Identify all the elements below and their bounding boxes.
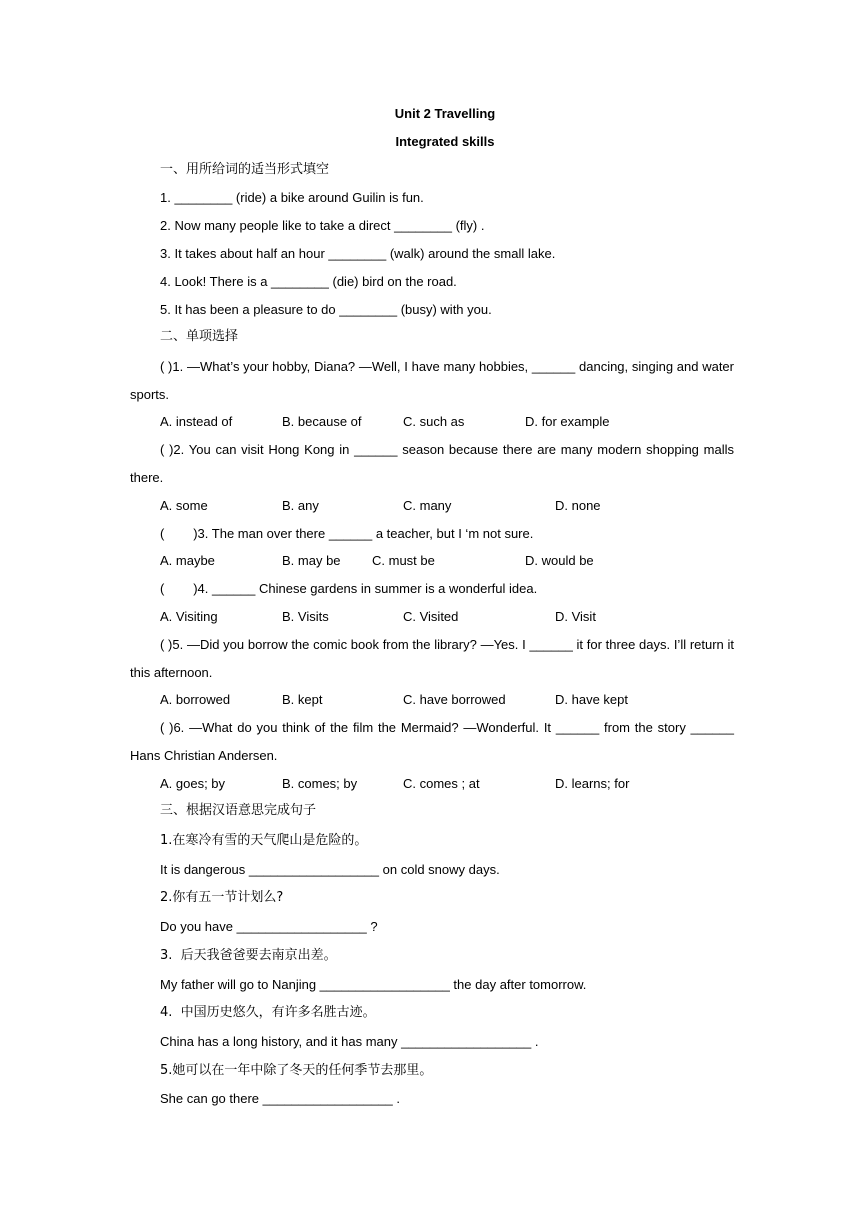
option-d: D. for example [525, 414, 610, 429]
option-c: C. Visited [403, 609, 459, 624]
option-b: B. any [282, 498, 319, 513]
english-sentence: Do you have __________________ ? [160, 919, 378, 934]
question-stem: ( )4. ______ Chinese gardens in summer is a wonderful idea. [160, 581, 538, 596]
fill-blank-item: 4. Look! There is a ________ (die) bird on the road. [160, 274, 457, 289]
section-heading: 三、根据汉语意思完成句子 [160, 803, 317, 818]
option-a: A. some [160, 498, 208, 513]
option-a: A. borrowed [160, 692, 231, 707]
option-a: A. instead of [160, 414, 233, 429]
option-c: C. many [403, 498, 452, 513]
option-b: B. may be [282, 553, 341, 568]
option-b: B. kept [282, 692, 323, 707]
option-a: A. Visiting [160, 609, 218, 624]
question-stem: ( )2. You can visit Hong Kong in ______ season because there are many modern shopping malls there. [130, 442, 734, 485]
page-subtitle: Integrated skills [395, 134, 495, 149]
option-c: C. comes ; at [403, 776, 480, 791]
option-b: B. Visits [282, 609, 329, 624]
option-c: C. such as [403, 414, 465, 429]
option-c: C. have borrowed [403, 692, 506, 707]
chinese-prompt: 1.在寒冷有雪的天气爬山是危险的。 [160, 833, 368, 848]
fill-blank-item: 2. Now many people like to take a direct ________ (fly) . [160, 218, 485, 233]
option-a: A. maybe [160, 553, 215, 568]
section-heading: 二、单项选择 [160, 329, 239, 344]
question-stem: ( )5. —Did you borrow the comic book from the library? —Yes. I ______ it for three days. I’ll return it this afternoon. [130, 637, 734, 680]
english-sentence: She can go there __________________ . [160, 1091, 400, 1106]
option-d: D. none [555, 498, 601, 513]
chinese-prompt: 5.她可以在一年中除了冬天的任何季节去那里。 [160, 1063, 433, 1078]
chinese-prompt: 3. 后天我爸爸要去南京出差。 [160, 948, 337, 963]
option-d: D. would be [525, 553, 594, 568]
option-d: D. learns; for [555, 776, 630, 791]
option-d: D. Visit [555, 609, 596, 624]
chinese-prompt: 4. 中国历史悠久，有许多名胜古迹。 [160, 1005, 376, 1020]
question-stem: ( )6. —What do you think of the film the Mermaid? —Wonderful. It ______ from the story ______ Hans Christian Andersen. [130, 720, 734, 763]
option-b: B. because of [282, 414, 362, 429]
fill-blank-item: 5. It has been a pleasure to do ________ (busy) with you. [160, 302, 492, 317]
english-sentence: My father will go to Nanjing __________________ the day after tomorrow. [160, 977, 587, 992]
chinese-prompt: 2.你有五一节计划么? [160, 890, 284, 905]
option-b: B. comes; by [282, 776, 358, 791]
english-sentence: China has a long history, and it has many __________________ . [160, 1034, 539, 1049]
option-a: A. goes; by [160, 776, 226, 791]
option-c: C. must be [372, 553, 435, 568]
page-title: Unit 2 Travelling [394, 106, 496, 121]
question-stem: ( )1. —What’s your hobby, Diana? —Well, I have many hobbies, ______ dancing, singing and water sports. [130, 359, 734, 402]
section-heading: 一、用所给词的适当形式填空 [160, 162, 330, 177]
fill-blank-item: 1. ________ (ride) a bike around Guilin is fun. [160, 190, 424, 205]
option-d: D. have kept [555, 692, 628, 707]
fill-blank-item: 3. It takes about half an hour ________ (walk) around the small lake. [160, 246, 556, 261]
english-sentence: It is dangerous __________________ on cold snowy days. [160, 862, 500, 877]
question-stem: ( )3. The man over there ______ a teacher, but I ‘m not sure. [160, 526, 534, 541]
